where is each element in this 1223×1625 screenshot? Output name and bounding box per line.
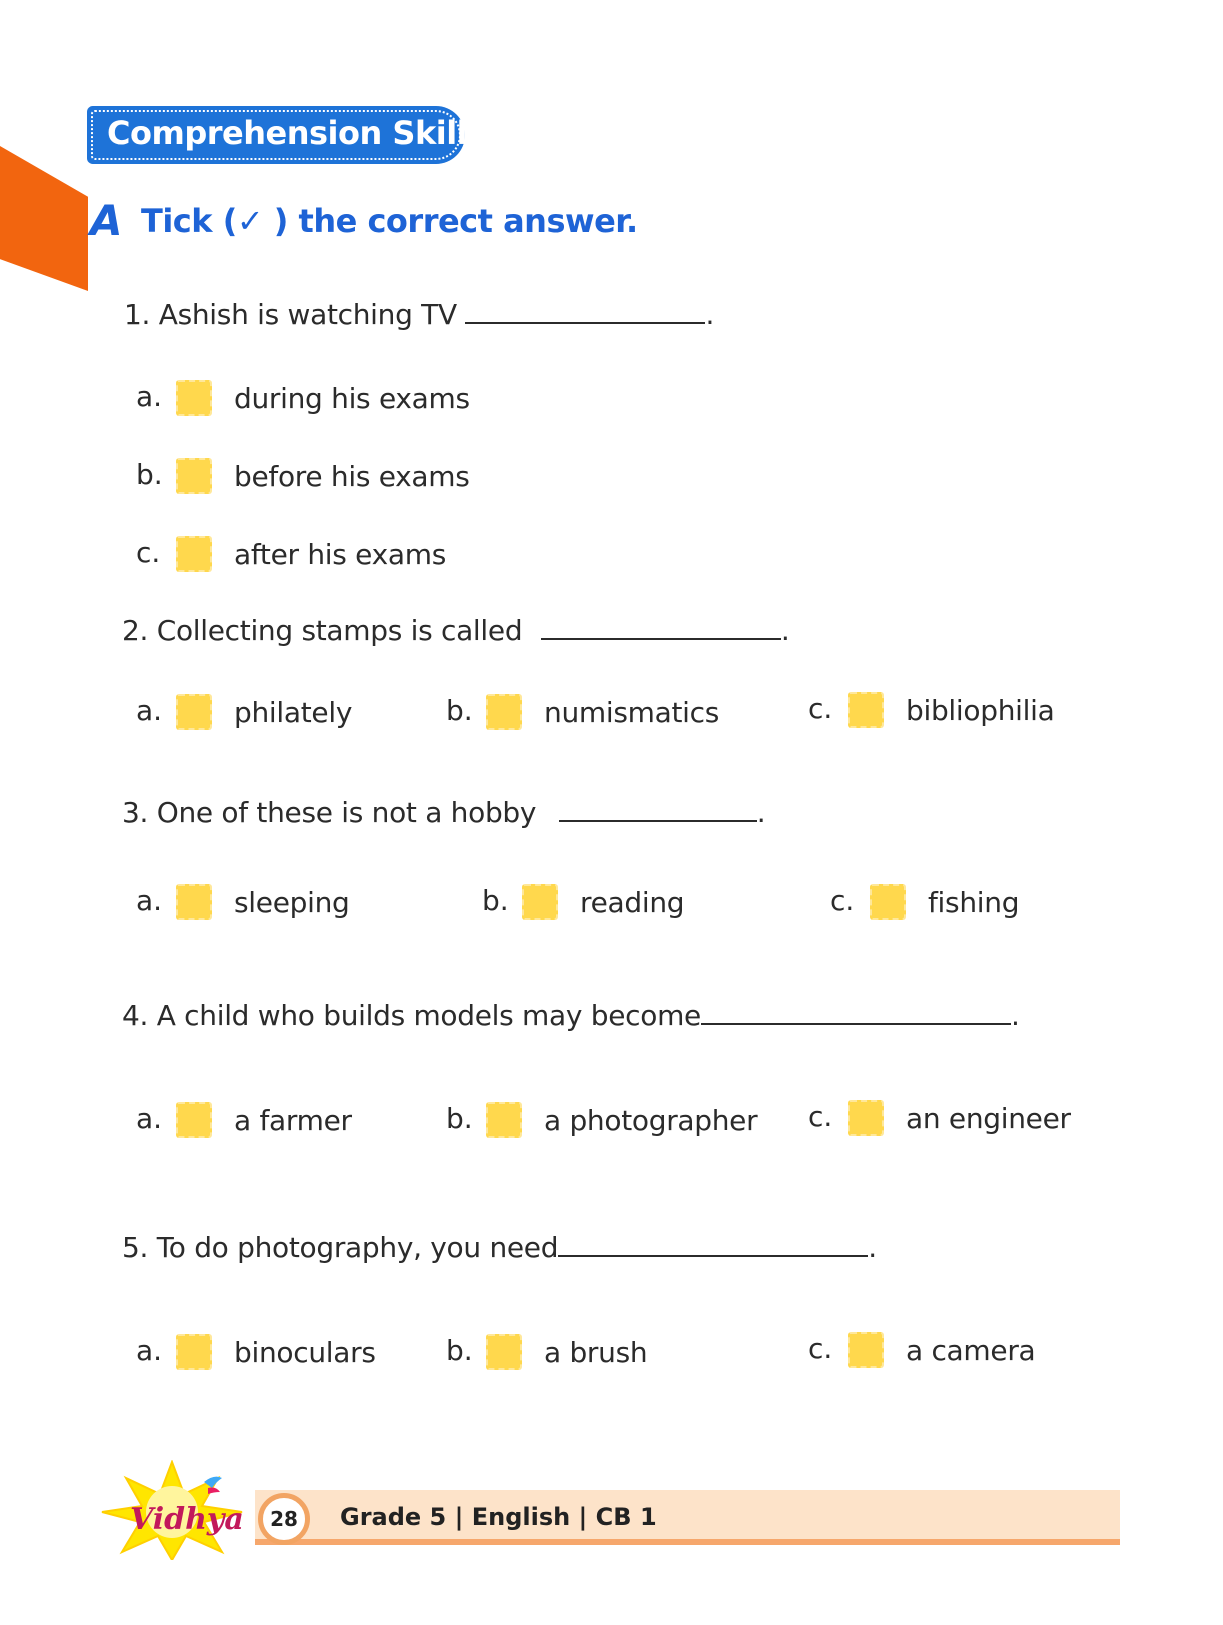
question-1: 1. Ashish is watching TV . xyxy=(124,298,715,331)
answer-blank-4 xyxy=(701,1001,1011,1025)
logo-wordmark: Vidhya xyxy=(130,1502,244,1537)
section-header xyxy=(87,106,486,164)
section-title: Comprehension Skills xyxy=(107,114,486,152)
tick-box[interactable] xyxy=(848,692,884,728)
tick-box[interactable] xyxy=(486,1102,522,1138)
question-5: 5. To do photography, you need . xyxy=(122,1231,877,1264)
instruction-text: Tick (✓ ) the correct answer. xyxy=(141,202,638,240)
tick-box[interactable] xyxy=(176,884,212,920)
orange-corner-tab xyxy=(0,146,88,291)
answer-blank-3 xyxy=(559,798,757,822)
answer-blank-1 xyxy=(465,300,705,324)
answer-blank-5 xyxy=(558,1233,868,1257)
tick-box[interactable] xyxy=(176,1334,212,1370)
tick-box[interactable] xyxy=(870,884,906,920)
page-number: 28 xyxy=(258,1493,310,1545)
tick-box[interactable] xyxy=(848,1332,884,1368)
tick-box[interactable] xyxy=(522,884,558,920)
instruction-letter-icon: A xyxy=(90,196,123,245)
footer-text: Grade 5 | English | CB 1 xyxy=(340,1503,657,1531)
publisher-logo xyxy=(92,1460,252,1560)
tick-box[interactable] xyxy=(176,1102,212,1138)
tick-box[interactable] xyxy=(176,380,212,416)
tick-box[interactable] xyxy=(176,536,212,572)
question-3: 3. One of these is not a hobby . xyxy=(122,796,766,829)
tick-box[interactable] xyxy=(486,1334,522,1370)
question-2: 2. Collecting stamps is called . xyxy=(122,614,790,647)
question-4: 4. A child who builds models may become . xyxy=(122,999,1020,1032)
tick-box[interactable] xyxy=(486,694,522,730)
question-1-prompt: 1. Ashish is watching TV xyxy=(124,298,457,331)
question-5-prompt: 5. To do photography, you need xyxy=(122,1231,559,1264)
question-4-prompt: 4. A child who builds models may become xyxy=(122,999,701,1032)
tick-box[interactable] xyxy=(176,458,212,494)
tick-box[interactable] xyxy=(848,1100,884,1136)
answer-blank-2 xyxy=(541,616,781,640)
tick-box[interactable] xyxy=(176,694,212,730)
question-3-prompt: 3. One of these is not a hobby xyxy=(122,796,537,829)
question-2-prompt: 2. Collecting stamps is called xyxy=(122,614,523,647)
